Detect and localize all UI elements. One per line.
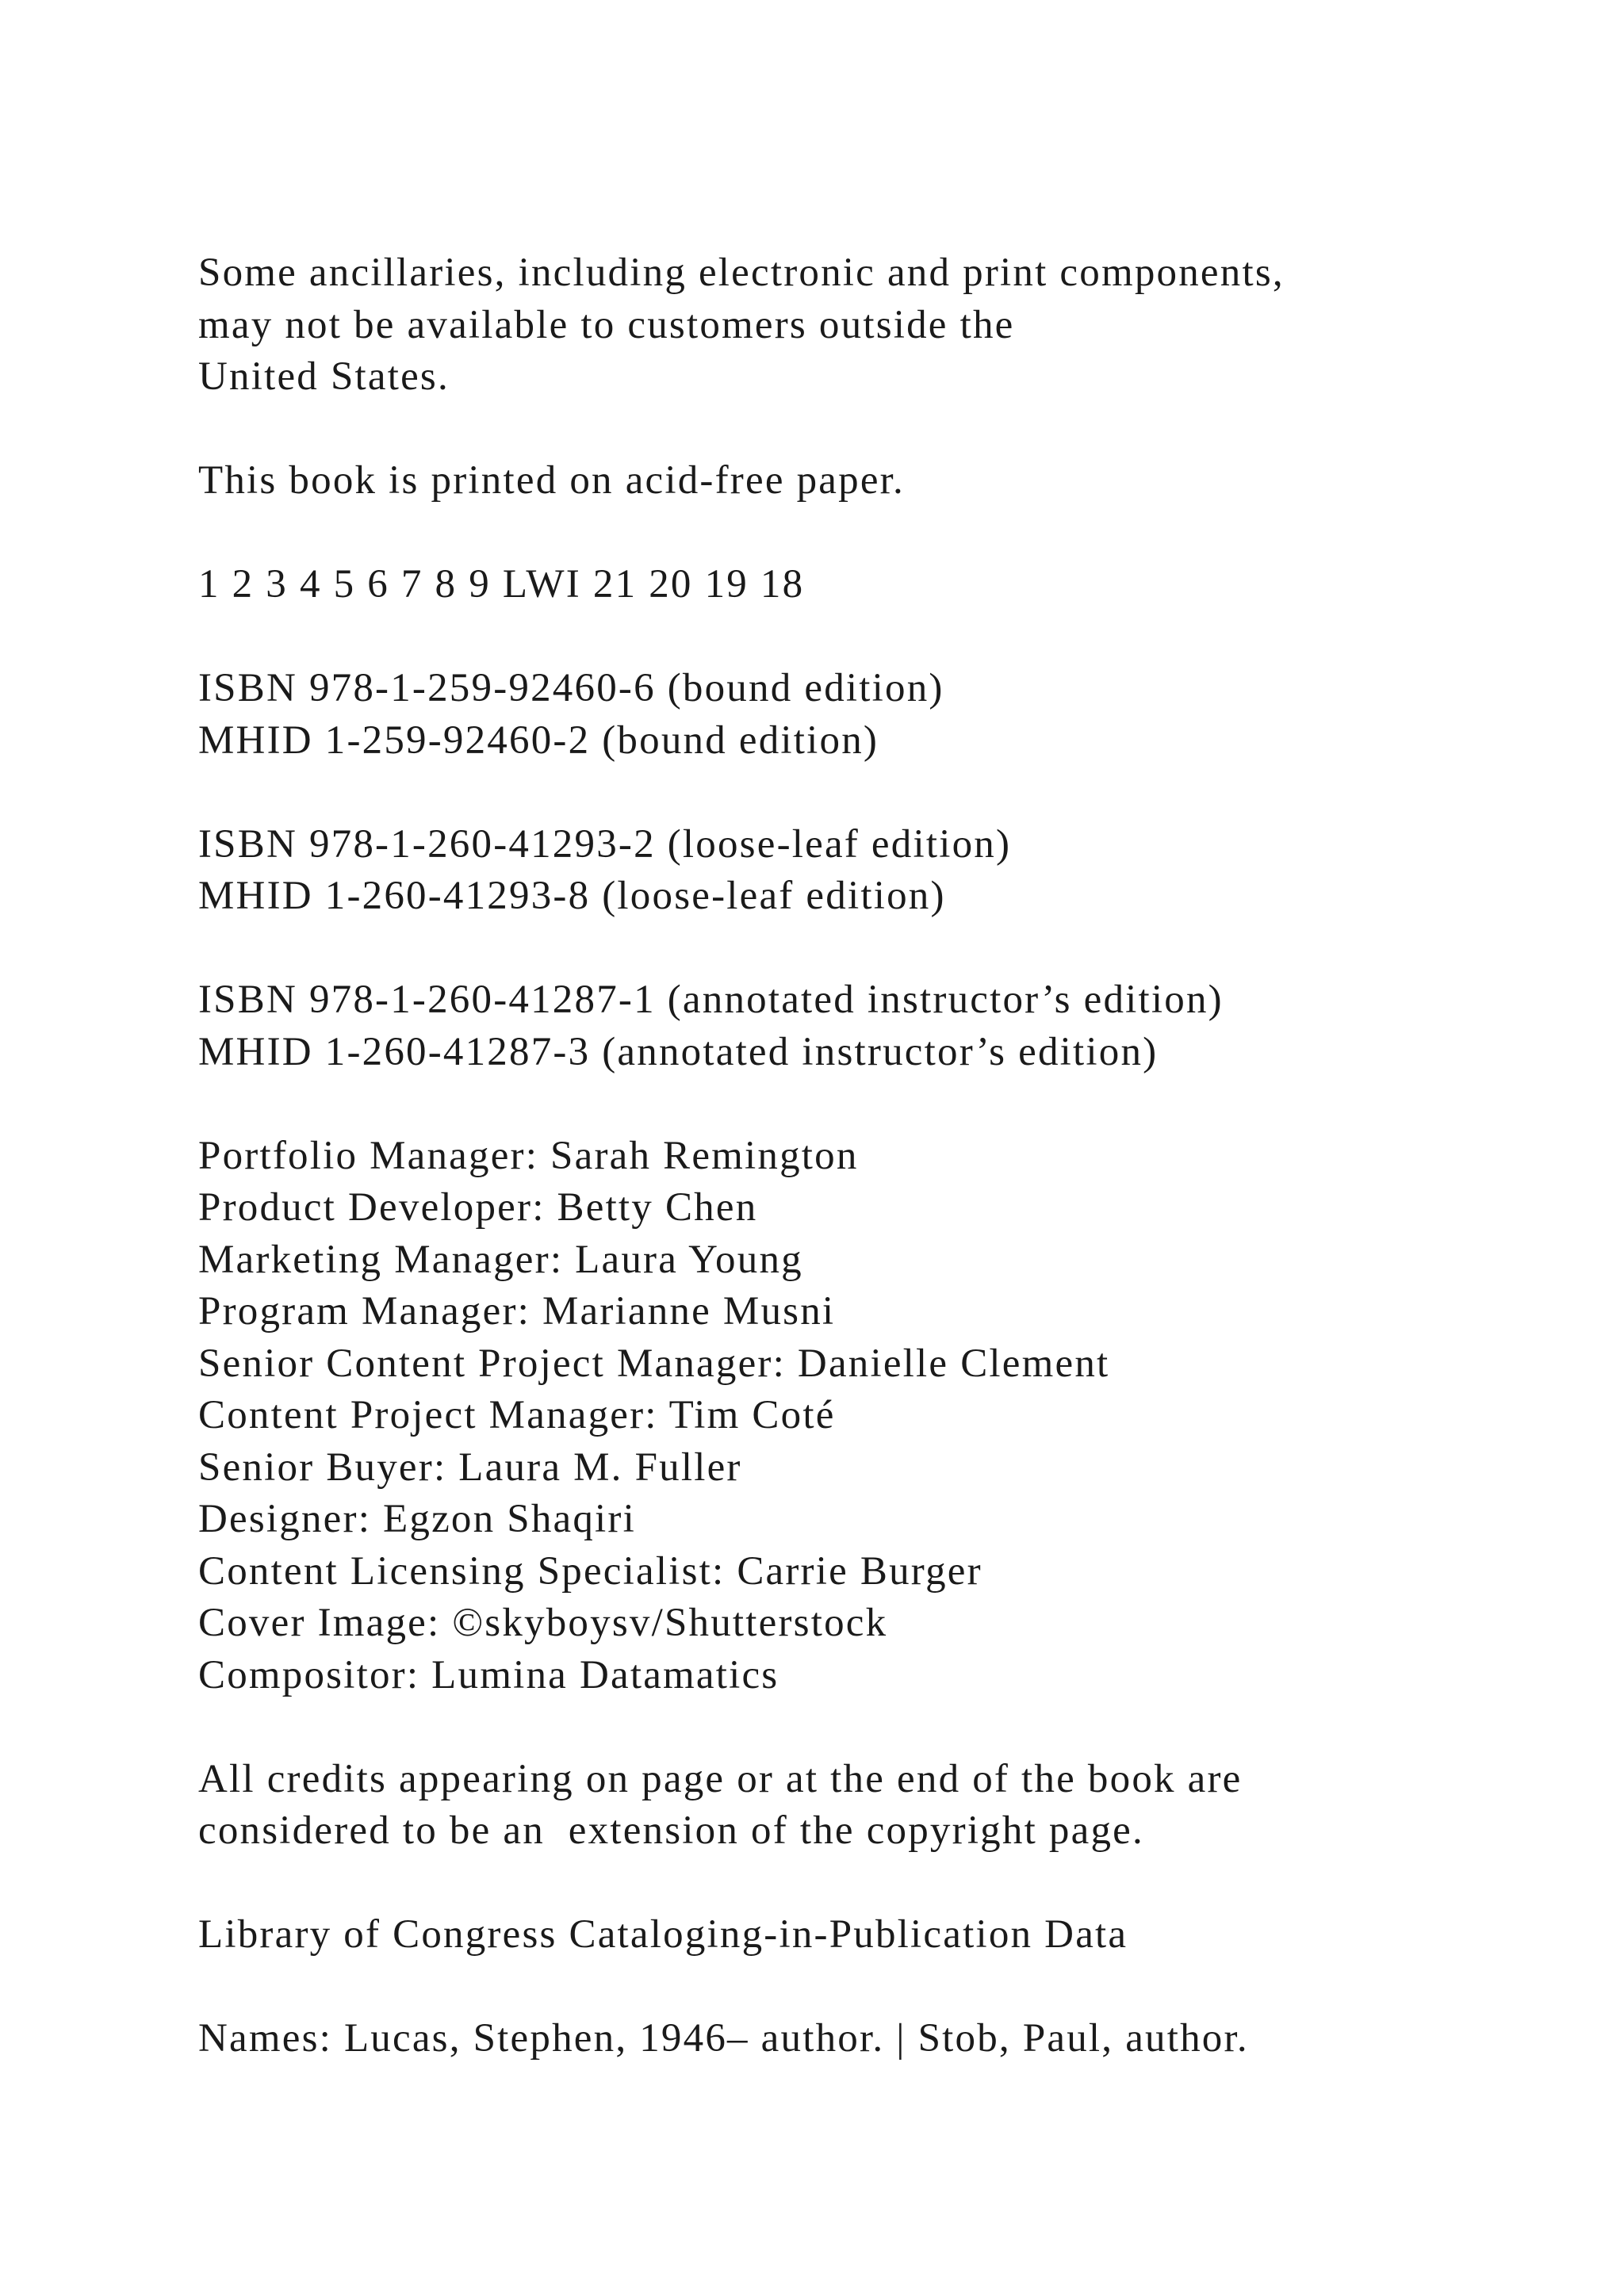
credit-line: Senior Content Project Manager: Danielle Clement: [198, 1341, 1110, 1386]
isbn-line: ISBN 978-1-259-92460-6 (bound edition): [198, 666, 944, 710]
text-line: may not be available to customers outside the: [198, 302, 1015, 347]
cip-heading: [198, 1909, 1546, 1961]
text-line: All credits appearing on page or at the end of the book are: [198, 1756, 1243, 1801]
credit-line: Designer: Egzon Shaqiri: [198, 1497, 636, 1541]
isbn-line: ISBN 978-1-260-41293-2 (loose-leaf edition): [198, 821, 1012, 867]
text-line: Library of Congress Cataloging-in-Publication Data: [198, 1912, 1128, 1957]
credit-line: Senior Buyer: Laura M. Fuller: [198, 1445, 742, 1490]
isbn-line: ISBN 978-1-260-41287-1 (annotated instructor’s edition): [198, 978, 1224, 1022]
text-line: 1 2 3 4 5 6 7 8 9 LWI 21 20 19 18: [198, 562, 805, 607]
mhid-line: MHID 1-260-41293-8 (loose-leaf edition): [198, 874, 946, 918]
credit-line: Portfolio Manager: Sarah Remington: [198, 1133, 859, 1178]
credits-note-paragraph: [198, 1754, 1546, 1858]
bound-edition-paragraph: [198, 663, 1546, 767]
mhid-line: MHID 1-259-92460-2 (bound edition): [198, 718, 879, 763]
credit-line: Marketing Manager: Laura Young: [198, 1237, 803, 1282]
printing-line-paragraph: [198, 559, 1546, 611]
credit-line: Content Project Manager: Tim Coté: [198, 1393, 836, 1437]
credit-line: Cover Image: ©skyboysv/Shutterstock: [198, 1601, 888, 1645]
ancillaries-paragraph: [198, 247, 1546, 404]
text-line: Some ancillaries, including electronic and print components,: [198, 251, 1285, 295]
text-line: considered to be an extension of the copyright page.: [198, 1808, 1144, 1853]
cip-names: [198, 2013, 1546, 2065]
text-line: This book is printed on acid-free paper.: [198, 458, 906, 503]
credit-line: Program Manager: Marianne Musni: [198, 1289, 836, 1334]
credits-list: [198, 1131, 1546, 1702]
paper-paragraph: [198, 455, 1546, 507]
text-line: Names: Lucas, Stephen, 1946– author. | Stob, Paul, author.: [198, 2016, 1249, 2061]
mhid-line: MHID 1-260-41287-3 (annotated instructor’s edition): [198, 1029, 1159, 1074]
credit-line: Compositor: Lumina Datamatics: [198, 1652, 779, 1697]
text-line: United States.: [198, 354, 450, 399]
credit-line: Content Licensing Specialist: Carrie Burger: [198, 1548, 982, 1594]
credit-line: Product Developer: Betty Chen: [198, 1185, 758, 1230]
copyright-text: [198, 247, 1546, 2117]
instructor-edition-paragraph: [198, 974, 1546, 1078]
loose-leaf-edition-paragraph: [198, 819, 1546, 923]
